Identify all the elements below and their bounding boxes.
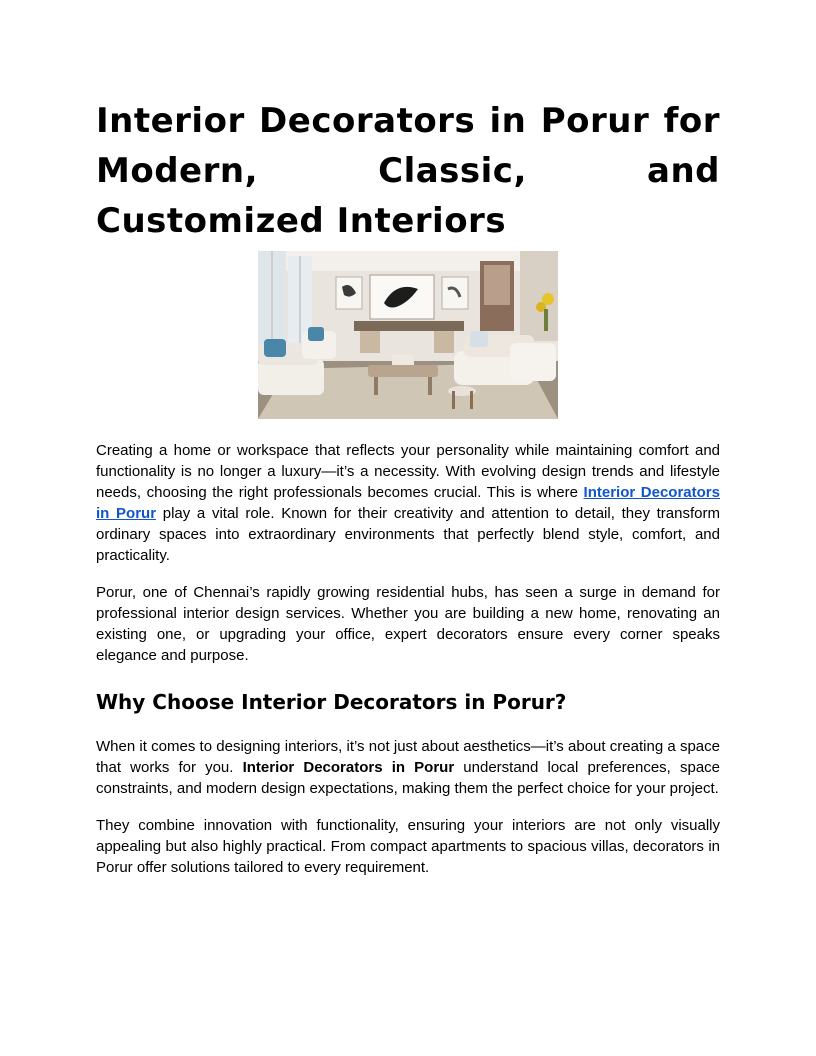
why-text-before: When it comes to designing interiors, it’s not just about aesthetics—it’s about creating a space that works for you.: [96, 738, 720, 776]
why-text-bold: Interior Decorators in Porur: [242, 759, 455, 776]
intro-text-before: Creating a home or workspace that reflects your personality while maintaining comfort and functionality is no longer a luxury—it’s a necessity. With evolving design trends and lifestyle needs, choosing the right professionals becomes crucial. This is where: [96, 442, 720, 501]
intro-text-after: play a vital role. Known for their creativity and attention to detail, they transform ordinary spaces into extraordinary environments that perfectly blend style, comfort, and practicality.: [96, 505, 720, 564]
why-choose-paragraph: [96, 736, 720, 799]
document-page: [96, 96, 720, 878]
living-room-photo: [258, 251, 558, 419]
interior-decorators-link[interactable]: Interior Decorators in Porur: [96, 484, 720, 522]
page-title: Interior Decorators in Porur for Modern, Classic, and Customized Interiors: [96, 101, 720, 241]
section-heading: Why Choose Interior Decorators in Porur?: [96, 690, 567, 714]
innovation-paragraph: They combine innovation with functionality, ensuring your interiors are not only visually appealing but also highly practical. From compact apartments to spacious villas, decorators in Porur offer solutions tailored to every requirement.: [96, 817, 720, 876]
porur-paragraph: Porur, one of Chennai’s rapidly growing residential hubs, has seen a surge in demand for professional interior design services. Whether you are building a new home, renovating an existing one, or upgrading your office, expert decorators ensure every corner speaks elegance and purpose.: [96, 584, 720, 664]
why-text-after: understand local preferences, space constraints, and modern design expectations, making them the perfect choice for your project.: [96, 759, 721, 797]
intro-paragraph: [96, 440, 720, 566]
